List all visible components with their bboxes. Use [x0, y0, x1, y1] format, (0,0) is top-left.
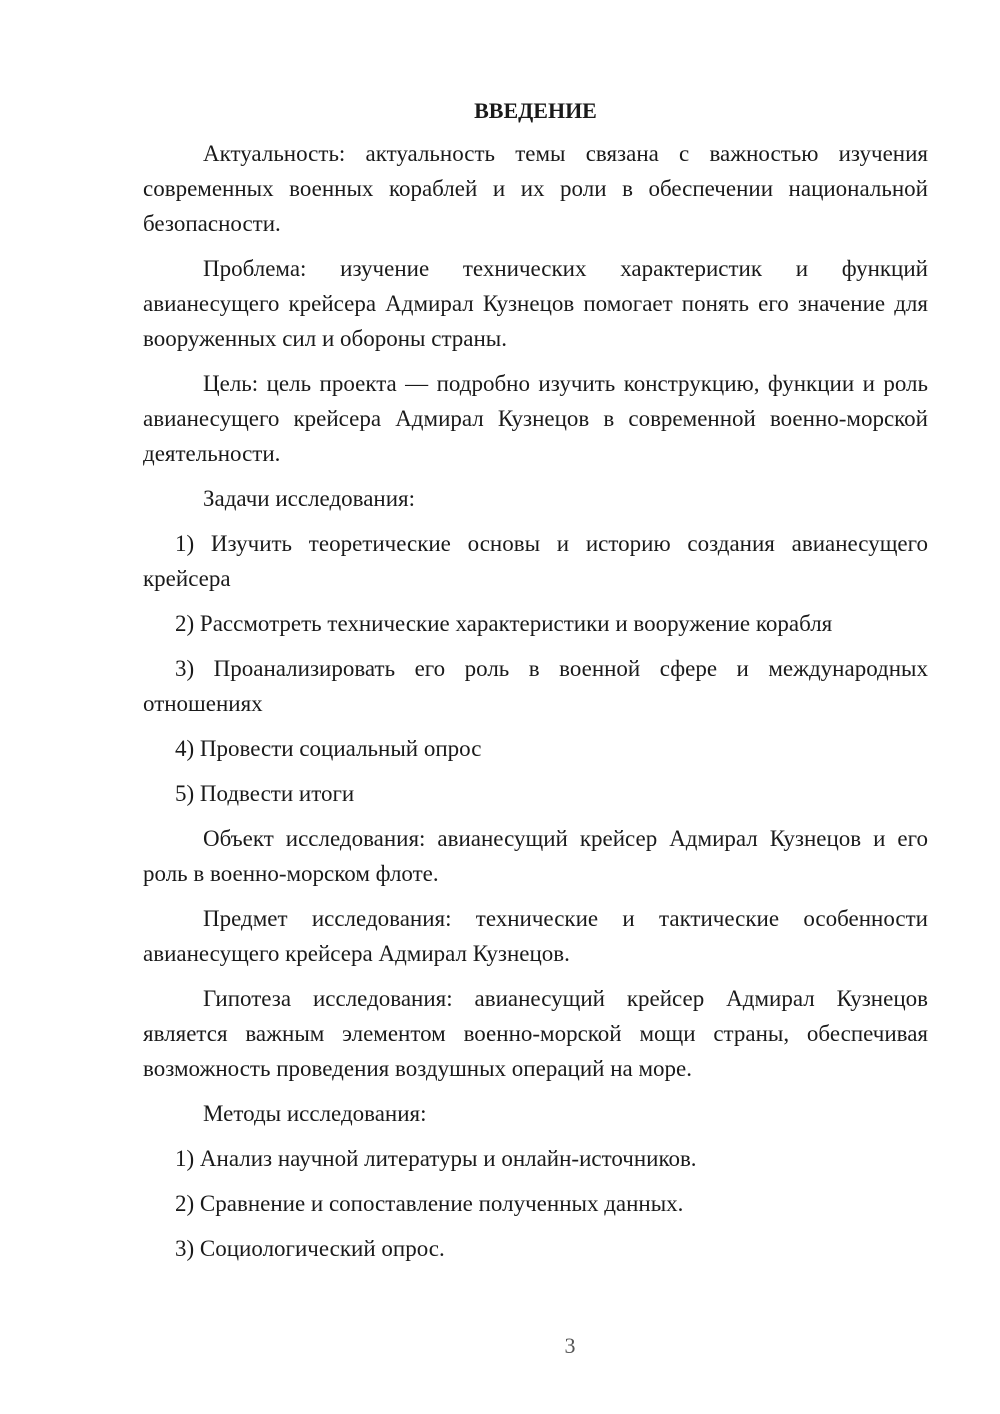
task-item-3: 3) Проанализировать его роль в военной сфере и международных отношениях [143, 656, 928, 716]
task-item-4: 4) Провести социальный опрос [175, 736, 482, 761]
page-content [143, 96, 928, 1276]
tasks-heading: Задачи исследования: [203, 486, 416, 511]
page-title: ВВЕДЕНИЕ [474, 98, 597, 123]
method-item-2: 2) Сравнение и сопоставление полученных данных. [175, 1191, 684, 1216]
task-item-5: 5) Подвести итоги [175, 781, 355, 806]
method-item-1: 1) Анализ научной литературы и онлайн-источников. [175, 1146, 697, 1171]
method-item-3: 3) Социологический опрос. [175, 1236, 445, 1261]
goal-paragraph: Цель: цель проекта — подробно изучить конструкцию, функции и роль авианесущего крейсера Адмирал Кузнецов в современной военно-морской деятельности. [143, 371, 928, 466]
relevance-paragraph: Актуальность: актуальность темы связана с важностью изучения современных военных кораблей и их роли в обеспечении национальной безопасности. [143, 141, 928, 236]
object-paragraph: Объект исследования: авианесущий крейсер Адмирал Кузнецов и его роль в военно-морском флоте. [143, 826, 928, 886]
page-number: 3 [564, 1333, 576, 1358]
problem-paragraph: Проблема: изучение технических характеристик и функций авианесущего крейсера Адмирал Кузнецов помогает понять его значение для вооруженных сил и обороны страны. [143, 256, 928, 351]
task-item-2: 2) Рассмотреть технические характеристики и вооружение корабля [175, 611, 833, 636]
subject-paragraph: Предмет исследования: технические и тактические особенности авианесущего крейсера Адмирал Кузнецов. [143, 906, 928, 966]
task-item-1: 1) Изучить теоретические основы и историю создания авианесущего крейсера [143, 531, 928, 591]
methods-heading: Методы исследования: [203, 1101, 427, 1126]
hypothesis-paragraph: Гипотеза исследования: авианесущий крейсер Адмирал Кузнецов является важным элементом военно-морской мощи страны, обеспечивая возможность проведения воздушных операций на море. [143, 986, 928, 1081]
